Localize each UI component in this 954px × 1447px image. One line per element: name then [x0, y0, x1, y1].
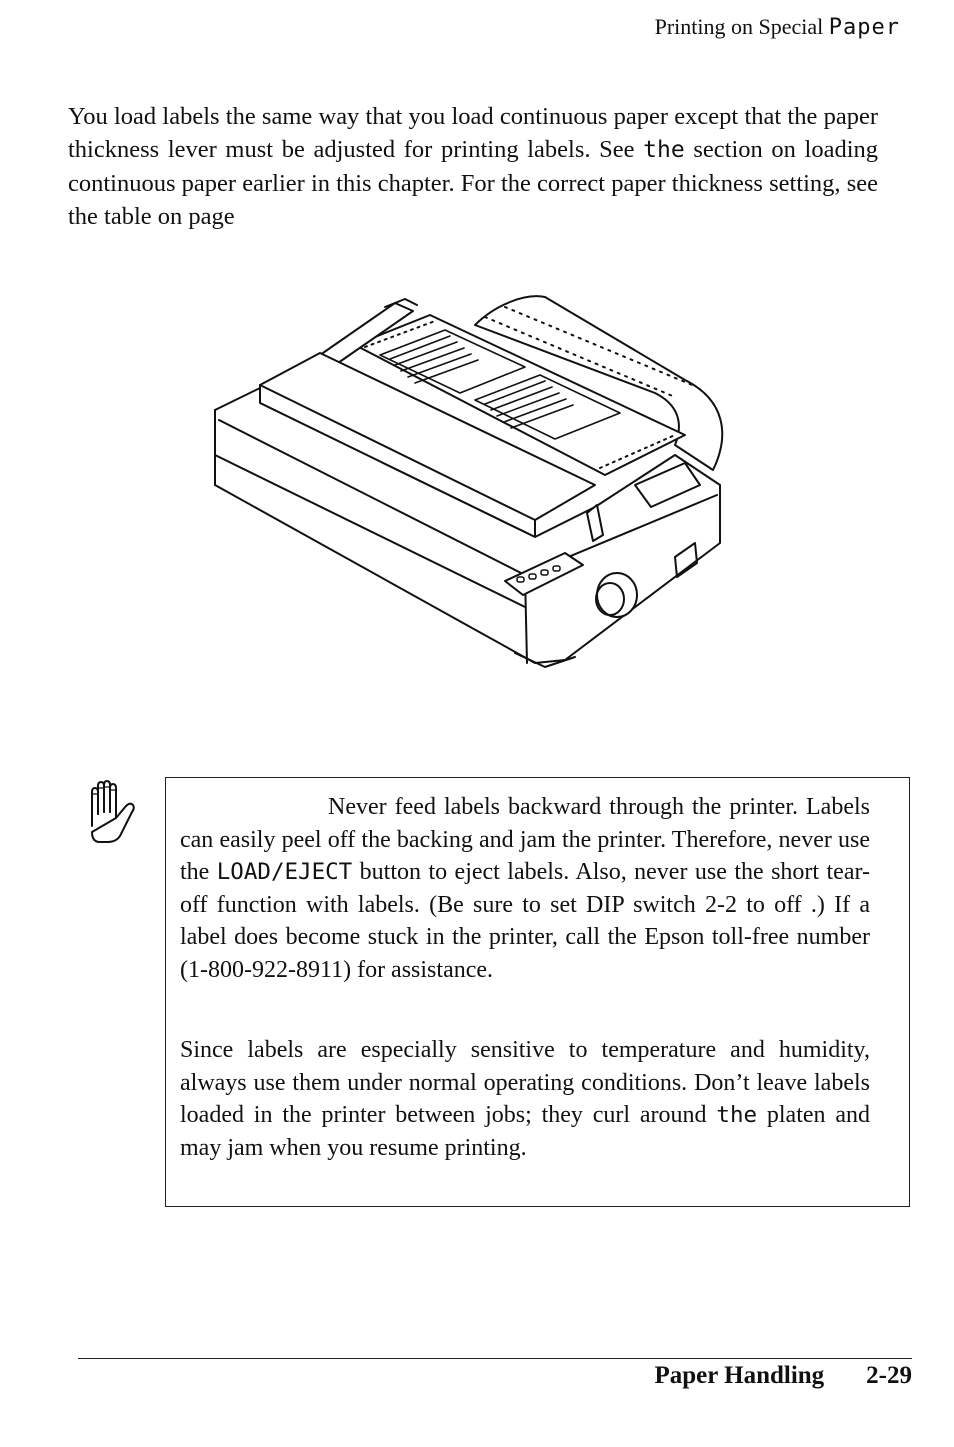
header-mono-word: Paper	[828, 15, 900, 40]
caution-paragraph-1	[180, 791, 870, 986]
platen-knob	[597, 573, 637, 617]
intro-text-1: You load labels the same way that you load continuous paper except that the paper thickness lever must be adjusted for printing labels. See	[68, 103, 878, 163]
printer-with-labels-illustration	[205, 285, 735, 670]
caution-box	[165, 777, 910, 1207]
page-number: 2-29	[866, 1362, 912, 1389]
running-header	[655, 14, 900, 40]
intro-paragraph	[68, 100, 878, 233]
header-text: Printing on Special	[654, 14, 824, 39]
intro-mono-word: the	[643, 137, 685, 163]
footer-section-title: Paper Handling	[654, 1362, 825, 1389]
caution-paragraph-2	[180, 1034, 870, 1164]
caution-p1-text-1: Never feed labels backward through the printer. Labels can easily peel off the backing and jam the printer. Therefore, never use the	[180, 794, 870, 885]
intro-text-2: section on loading continuous paper earlier in this chapter. For the correct paper thickness setting, see the table on page	[68, 136, 879, 230]
page-footer	[654, 1362, 912, 1390]
load-eject-button-name: LOAD/EJECT	[216, 859, 353, 885]
caution-p2-text-1: Since labels are especially sensitive to temperature and humidity, always use them under normal operating conditions. Don’t leave labels loaded in the printer between jobs; they curl around	[180, 1037, 870, 1128]
caution-p2-mono-word: the	[716, 1102, 758, 1128]
raised-hand-icon	[84, 780, 150, 848]
caution-p2-text-2: platen and may jam when you resume printing.	[180, 1102, 871, 1161]
footer-rule	[78, 1358, 912, 1359]
caution-p1-text-2: button to eject labels. Also, never use the short tear-off function with labels. (Be sure to set DIP switch 2-2 to off .) If a label does become stuck in the printer, call the Epson toll-free number (1-800-922-8911) for assistance.	[180, 859, 870, 983]
